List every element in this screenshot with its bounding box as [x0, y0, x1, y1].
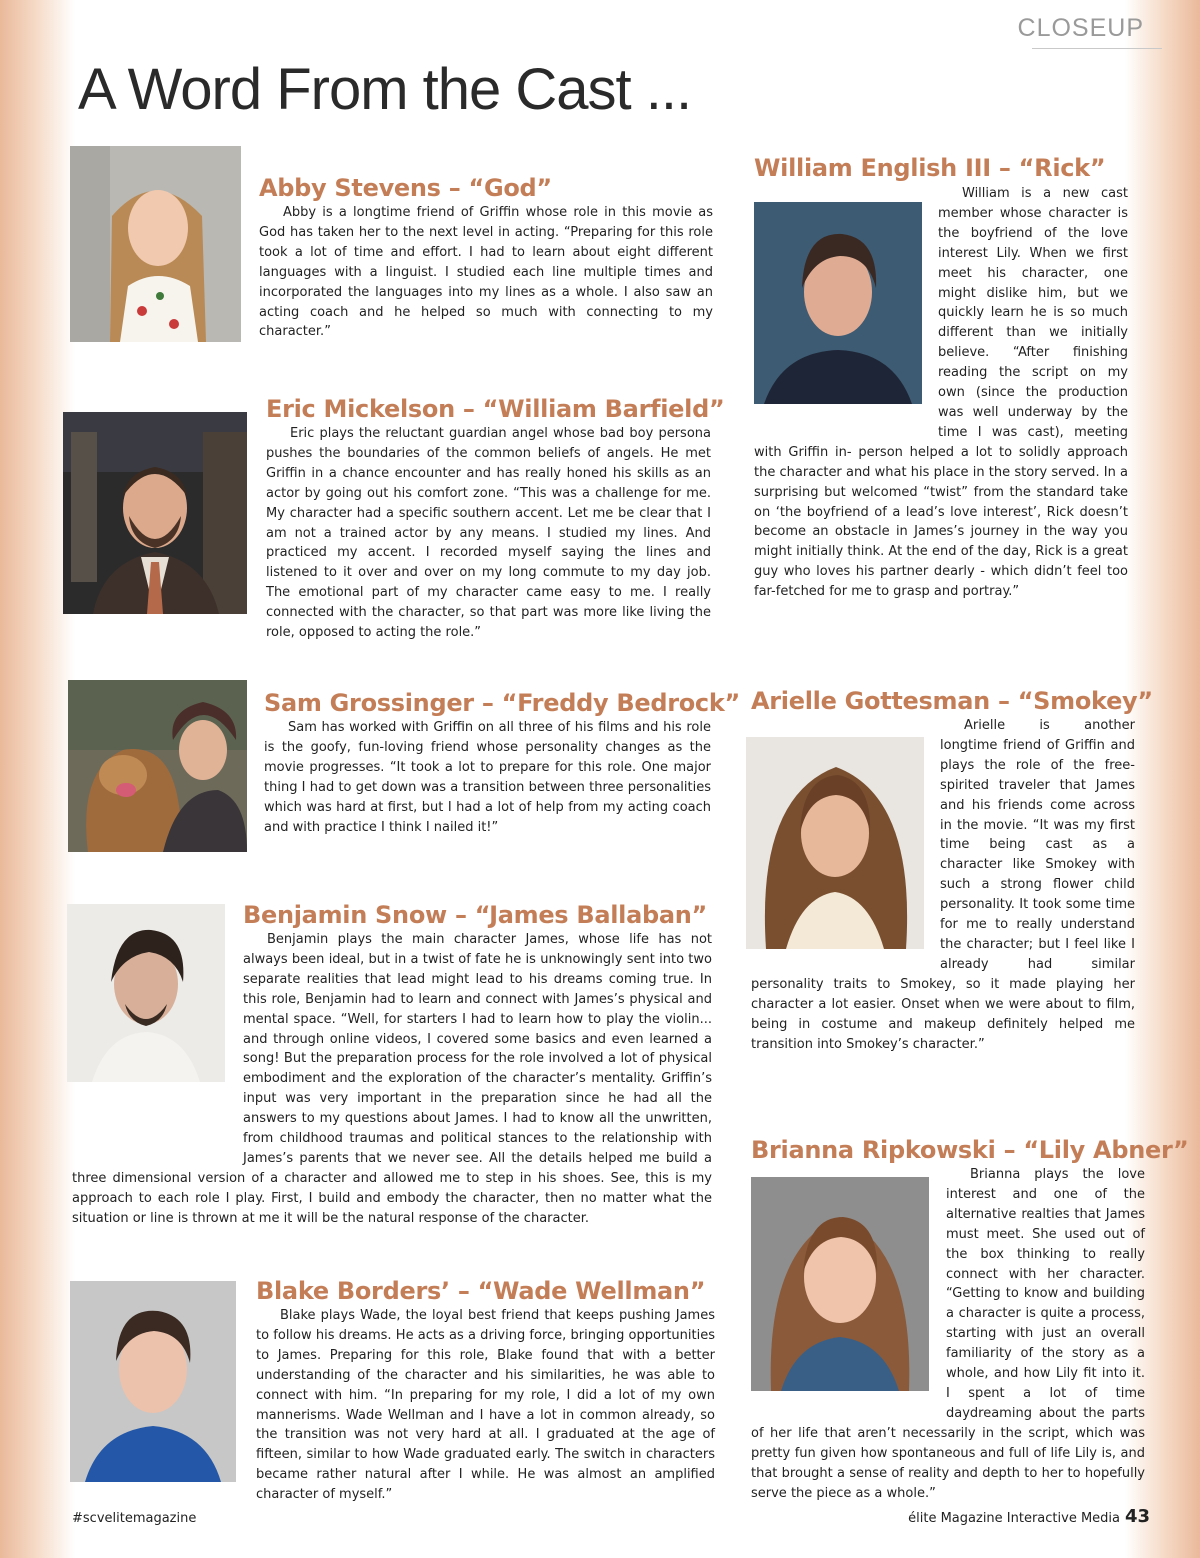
blake-borders-name: Blake Borders’ – “Wade Wellman”: [256, 1277, 706, 1305]
arielle-gottesman-photo: [746, 737, 924, 949]
brianna-ripkowski-photo: [751, 1177, 929, 1391]
benjamin-snow-bio: Benjamin plays the main character James, whose life has not always been ideal, but in a twist of fate he is unknowingly sent into two separate realities that lead might lead to his dreams coming true. In this role, Benjamin had to learn and connect with James’s physical and mental space. “Well, for starters I had to learn how to play the violin... and through online videos, I covered some basics and even learned a song! But the preparation process for the role involved a lot of physical embodiment and the exploration of the character’s mentality. Griffin’s input was very important in the preparation since he had all the answers to my questions about James. I had to know all the unwritten, from childhood traumas and political stances to the relationship with James’s parents that we never see. All the details helped me build a three dimensional version of a character and allowed me to step in his shoes. See, this is my approach to each role I play. First, I build and embody the character, then no matter what the situation or line is thrown at me it will be the natural response of the character.: [72, 932, 712, 1226]
william-english-card: [754, 154, 1128, 606]
abby-stevens-name: Abby Stevens – “God”: [259, 174, 552, 202]
brianna-ripkowski-bio: Brianna plays the love interest and one of the alternative realties that James must meet. She used out of the box thinking to really connect with her character. “Getting to know and building a character is quite a process, starting with just an overall familiarity of the story as a whole, and how Lily fit into it. I spent a lot of time daydreaming about the parts of her life that aren’t necessarily in the script, which was pretty fun given how spontaneous and full of life Lily is, and that brought a sense of reality and depth to her to hopefully serve the piece as a whole.”: [751, 1167, 1145, 1501]
arielle-gottesman-name: Arielle Gottesman – “Smokey”: [751, 687, 1153, 715]
sam-grossinger-bio: Sam has worked with Griffin on all three of his films and his role is the goofy, fun-loving friend whose personality changes as the movie progresses. “It took a lot to prepare for this role. One major thing I had to get down was a transition between three personalities which was hard at first, but I had a lot of help from my acting coach and with practice I think I nailed it!”: [264, 720, 711, 835]
left-peach-border: [0, 0, 75, 1558]
page-number: 43: [1124, 1506, 1150, 1527]
sam-grossinger-photo: [68, 680, 247, 852]
brianna-ripkowski-card: [751, 1136, 1189, 1501]
william-english-name: William English III – “Rick”: [754, 154, 1106, 182]
william-english-photo: [754, 202, 922, 404]
william-english-bio: William is a new cast member whose character is the boyfriend of the love interest Lily. When we first meet his character, one might dislike him, but we quickly learn he is so much different than we initially believe. “After finishing reading the script on my own (since the production was well underway by the time I was cast), meeting with Griffin in- person helped a lot to solidly approach the character and what his place in the story served. In a surprising but welcomed “twist” from the standard take on ‘the boyfriend of a lead’s love interest’, Rick doesn’t become an obstacle in James’s journey in the way you might initially think. At the end of the day, Rick is a great guy who loves his partner dearly - which didn’t feel too far-fetched for me to grasp and portray.”: [754, 186, 1128, 600]
section-divider: [1032, 48, 1162, 49]
section-label: CLOSEUP: [1017, 14, 1144, 42]
brianna-ripkowski-name: Brianna Ripkowski – “Lily Abner”: [751, 1136, 1189, 1164]
benjamin-snow-card: [72, 901, 712, 1231]
eric-mickelson-photo: [63, 412, 247, 614]
blake-borders-photo: [70, 1281, 236, 1482]
arielle-gottesman-card: [751, 687, 1153, 1057]
eric-mickelson-name: Eric Mickelson – “William Barfield”: [266, 395, 725, 423]
eric-mickelson-bio: Eric plays the reluctant guardian angel whose bad boy persona pushes the boundaries of the common beliefs of angels. He met Griffin in a chance encounter and has really honed his skills as an actor by going out his comfort zone. “This was a challenge for me. My character had a specific southern accent. Let me be clear that I am not a trained actor by any means. I studied my lines. And practiced my accent. I recorded myself saying the lines and listened to it over and over on my long commute to my day job. The emotional part of my character came easy to me. I really connected with the character, so that part was more like living the role, opposed to acting the role.”: [266, 426, 711, 641]
arielle-gottesman-bio: Arielle is another longtime friend of Griffin and plays the role of the free-spirited traveler that James and his friends come across in the movie. “It was my first time being cast as a character like Smokey with such a strong flower child personality. It took some time for me to really understand the character; but I feel like I already had similar personality traits to Smokey, so it made playing her character a lot easier. Onset when we were about to film, being in costume and makeup definitely helped me transition into Smokey’s character.”: [751, 718, 1135, 1052]
sam-grossinger-name: Sam Grossinger – “Freddy Bedrock”: [264, 689, 740, 717]
page-title: A Word From the Cast ...: [78, 57, 692, 122]
abby-stevens-photo: [70, 146, 241, 342]
benjamin-snow-name: Benjamin Snow – “James Ballaban”: [243, 901, 708, 929]
footer-publication: élite Magazine Interactive Media: [908, 1511, 1120, 1526]
abby-stevens-bio: Abby is a longtime friend of Griffin whose role in this movie as God has taken her to the next level in acting. “Preparing for this role took a lot of time and effort. I had to learn about eight different languages with a linguist. I studied each line multiple times and incorporated the languages into my lines as a whole. I also saw an acting coach and he helped so much with connecting to my character.”: [259, 205, 713, 340]
benjamin-snow-photo: [67, 904, 225, 1082]
footer-hashtag: #scvelitemagazine: [72, 1511, 197, 1526]
blake-borders-bio: Blake plays Wade, the loyal best friend that keeps pushing James to follow his dreams. He acts as a driving force, bringing opportunities to James. Preparing for this role, Blake found that with a better understanding of the character and his similarities, he was able to connect with him. “In preparing for my role, I did a lot of my own mannerisms. Wade Wellman and I have a lot in common already, so the transition was not very hard at all. I graduated at the age of fifteen, similar to how Wade graduated early. The switch in characters became rather natural after I while. He was almost an amplified character of myself.”: [256, 1308, 715, 1503]
